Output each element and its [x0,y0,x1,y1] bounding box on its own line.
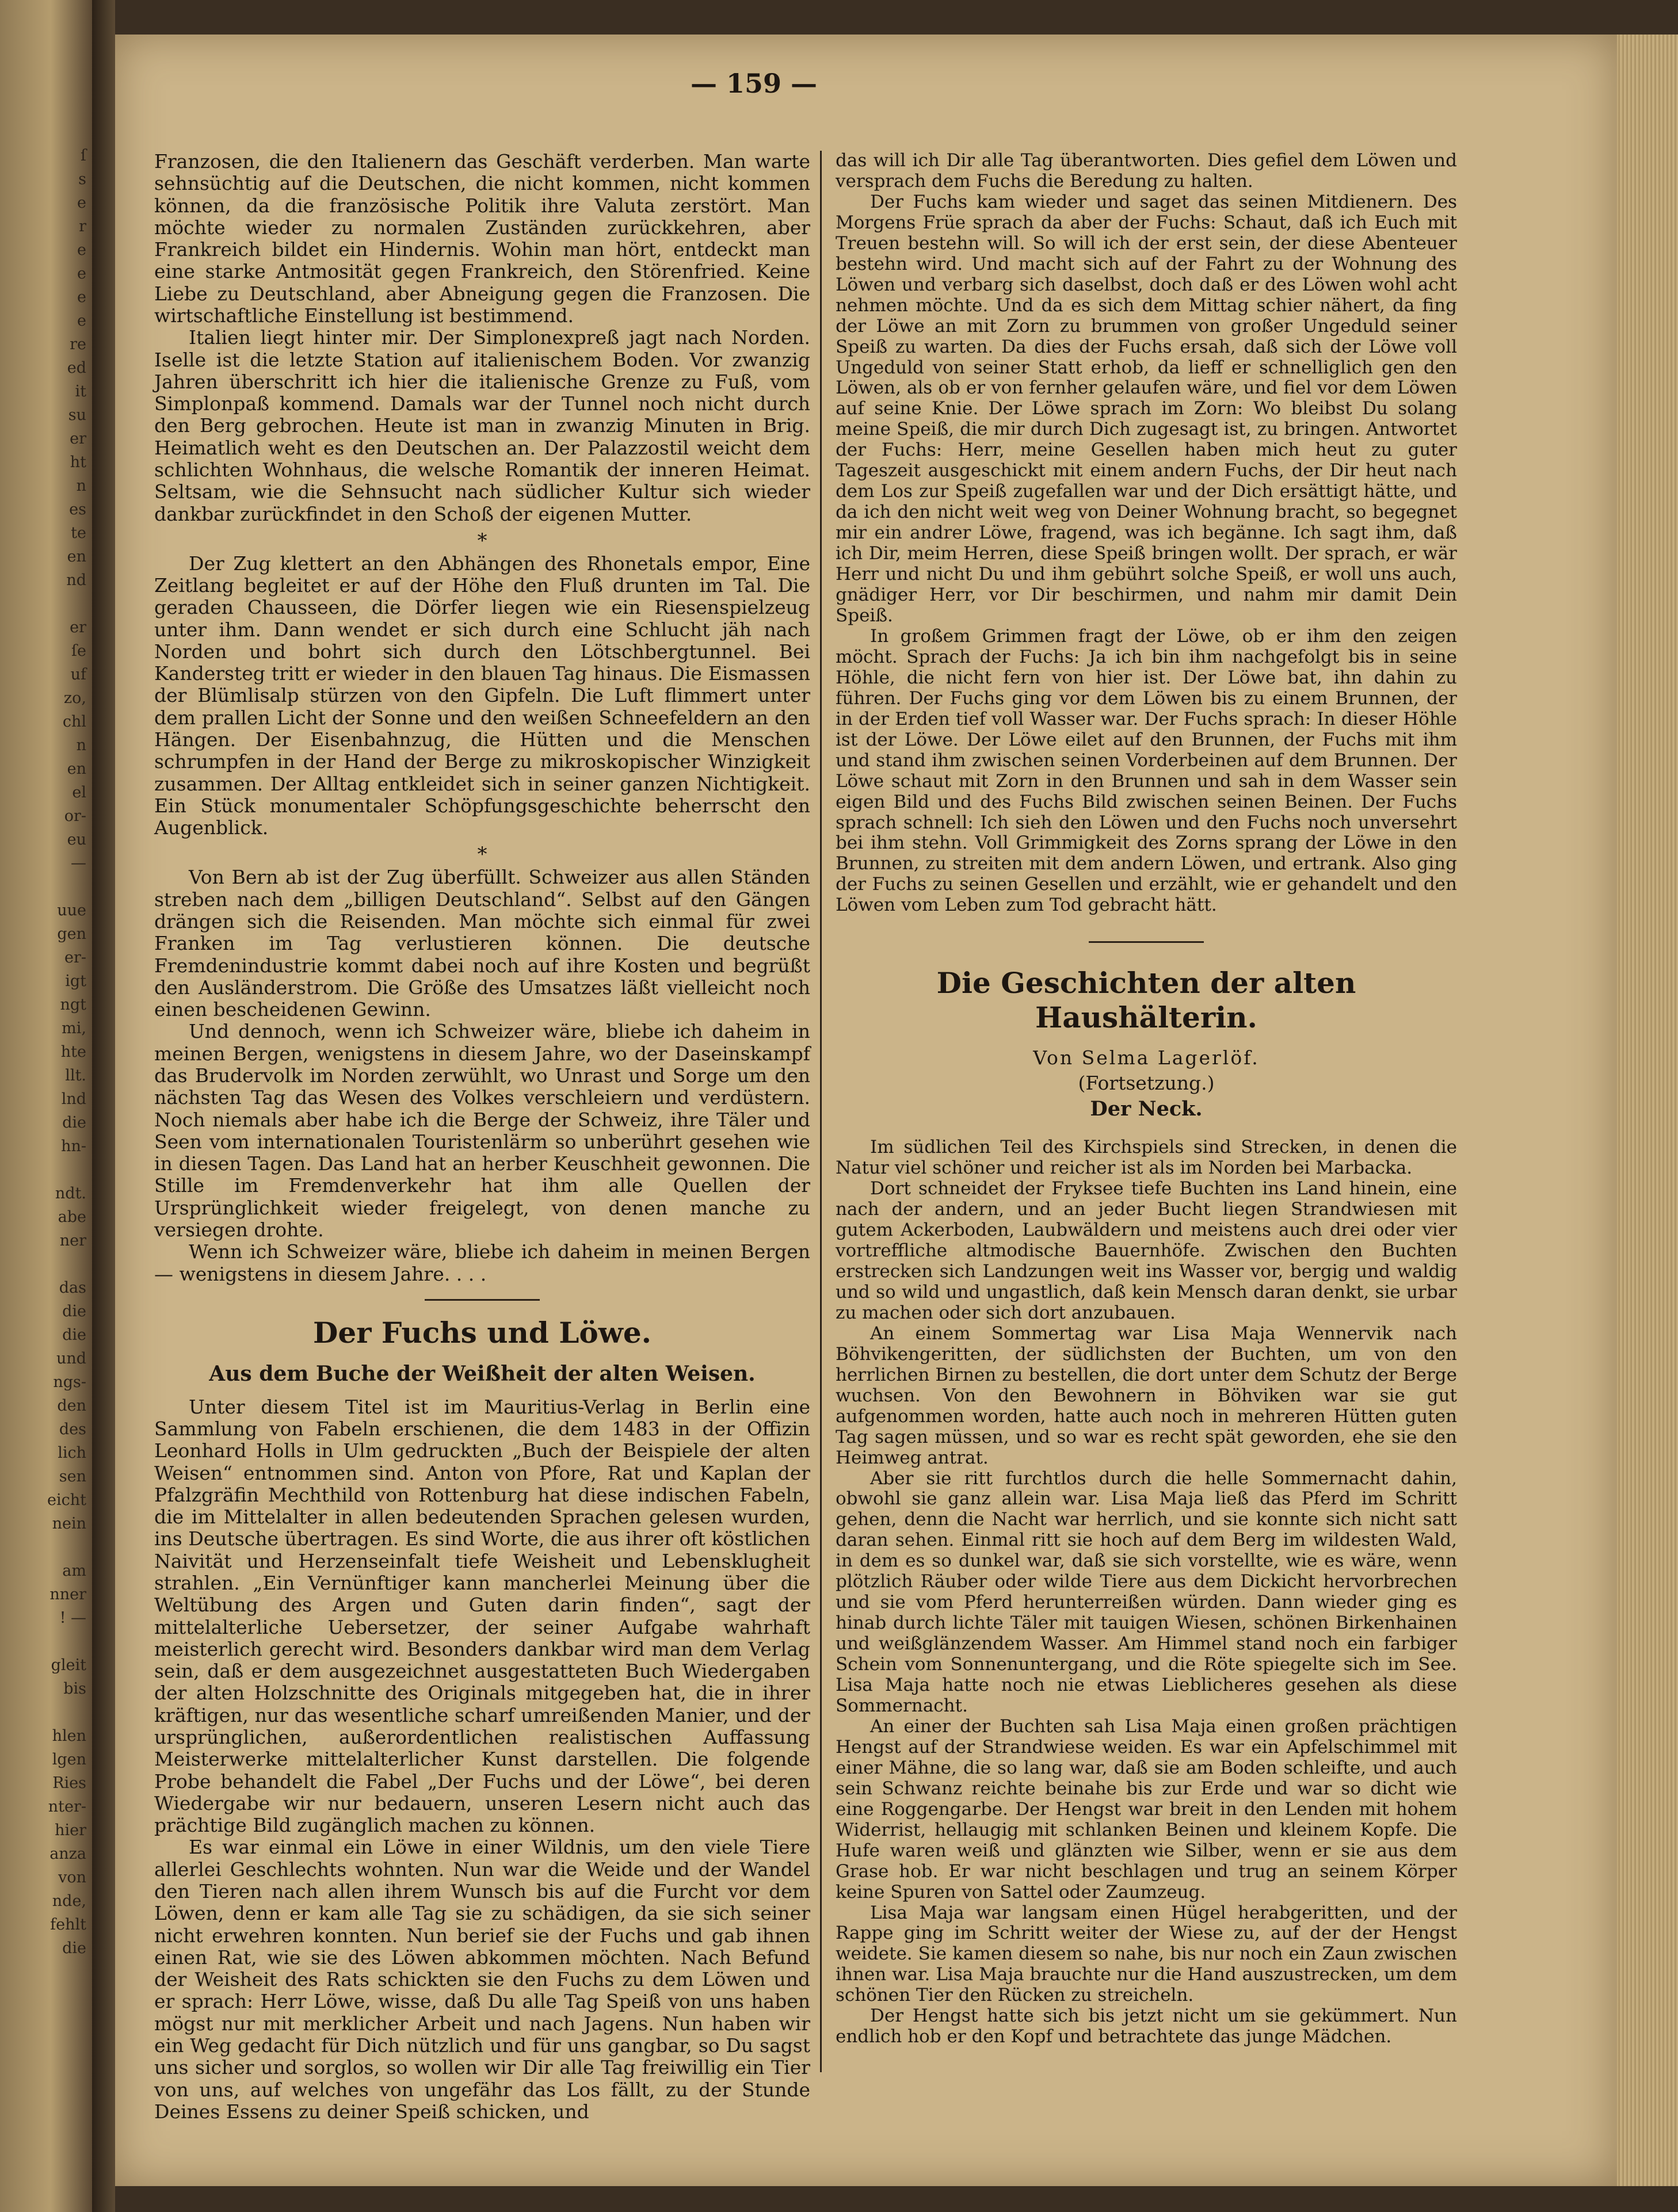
edge-fragment: Ries [52,1774,86,1792]
section-separator: * [477,843,487,866]
paragraph: Italien liegt hinter mir. Der Simplonexpreß jagt nach Norden. Iselle ist die letzte Station auf italienischem Boden. Vor zwanzig Jahren überschritt ich hier die italienische Grenze zu Fuß, vom Simplonpaß kommend. Damals war der Tunnel noch nicht durch den Berg gebrochen. Heute ist man in zwanzig Minuten in Brig. Heimatlich weht es den Deutschen an. Der Palazzostil weicht dem schlichten Wohnhaus, die welsche Romantik der inneren Heimat. Seltsam, wie die Sehnsucht nach südlicher Kultur sich wieder dankbar zurückfindet in den Schoß der eigenen Mutter. [154,326,810,525]
paragraph: An einem Sommertag war Lisa Maja Wennervik nach Böhvikengeritten, der südlichsten der Buchten, um von den herrlichen Birnen zu bestellen, die dort unter dem Schutz der Berge wuchsen. Von den Bewohnern in Böhviken war sie gut aufgenommen worden, hatte auch noch in mehreren Hütten guten Tag sagen müssen, und so war es recht spät geworden, ehe sie den Heimweg antrat. [836,1323,1457,1468]
page-number: — 159 — [690,68,818,99]
paragraph: In großem Grimmen fragt der Löwe, ob er ihm den zeigen möcht. Sprach der Fuchs: Ja ich bin ihm nachgefolgt bis in seine Höhle, die nicht fern von hier ist. Der Löwe bat, ihn dahin zu führen. Der Fuchs ging vor dem Löwen bis zu einem Brunnen, der in der Erden tief voll Wasser war. Der Fuchs sprach: In dieser Höhle ist der Löwe. Der Löwe eilet auf den Brunnen, der Fuchs mit ihm und stand ihm zwischen seinen Vorderbeinen auf dem Brunnen. Der Löwe schaut mit Zorn in den Brunnen und sah in dem Wasser sein eigen Bild und des Fuchs Bild zwischen seinen Beinen. Der Fuchs sprach schnell: Ich sieh den Löwen und den Fuchs noch unversehrt bei ihm stehn. Voll Grimmigkeit des Zorns sprang der Löwe in den Brunnen, zu streiten mit dem andern Löwen, und ertrank. Also ging der Fuchs zu seinen Gesellen und erzählt, wie er gehandelt und den Löwen vom Leben zum Tod gebracht hätt. [836,625,1457,916]
edge-fragment: e [77,265,86,282]
paragraph: An einer der Buchten sah Lisa Maja einen großen prächtigen Hengst auf der Strandwiese weiden. Es war ein Apfelschimmel mit einer Mähne, die so lang war, daß sie am Boden schleifte, und auch sein Schwanz reichte beinahe bis zur Erde und war so dicht wie eine Roggengarbe. Der Hengst war breit in den Lenden mit hohem Widerrist, hellaugig mit schlanken Beinen und kleinem Kopfe. Die Hufe waren weiß und glänzten wie Silber, wenn er sie aus dem Grase hob. Er war nicht beschlagen und trug an seinem Körper keine Spuren von Sattel oder Zaumzeug. [836,1716,1457,1902]
edge-fragment: n [76,736,86,754]
edge-fragment: lgen [52,1751,86,1768]
edge-fragment: or- [64,807,86,825]
edge-fragment: en [67,760,86,778]
fable-continuation [836,151,1457,916]
edge-fragment: mi, [62,1019,86,1037]
edge-fragment: eu [67,831,86,849]
edge-fragment: it [75,383,86,400]
edge-fragment: die [62,1326,86,1344]
edge-fragment: ed [67,359,86,377]
edge-fragment: re [70,335,86,353]
edge-fragment [0,1535,92,1559]
edge-fragment: die [62,1939,86,1957]
edge-fragment: ngt [60,996,86,1014]
edge-fragment [0,1252,92,1276]
book-gutter [92,0,115,2212]
edge-fragment: nner [49,1586,86,1603]
paragraph: Der Zug klettert an den Abhängen des Rhonetals empor, Eine Zeitlang begleitet er auf der Höhe den Fluß drunten im Tal. Die geraden Chausseen, die Dörfer liegen wie ein Riesenspielzeug unter ihm. Dann wendet er sich durch eine Schlucht jäh nach Norden und bohrt sich durch den Lötschbergtunnel. Bei Kandersteg tritt er wieder in den blauen Tag hinaus. Die Eismassen der Blümlisalp stürzen von den Gipfeln. Die Luft flimmert unter dem prallen Licht der Sonne und den weißen Schneefeldern an den Hängen. Der Eisenbahnzug, die Hütten und die Menschen schrumpfen in der Hand der Berge zu mikroskopischer Winzigkeit zusammen. Der Alltag entkleidet sich in seiner ganzen Nichtigkeit. Ein Stück monumentaler Schöpfungsgeschichte beherrscht den Augenblick. [154,552,810,839]
edge-fragment: e [77,194,86,212]
chapter-title: Der Neck. [1090,1097,1203,1121]
edge-fragment: lnd [61,1090,86,1108]
edge-fragment: fehlt [50,1916,86,1934]
paragraph: das will ich Dir alle Tag überantworten. Dies gefiel dem Löwen und versprach dem Fuchs die Beredung zu halten. [836,150,1457,192]
edge-fragment [0,1630,92,1653]
travel-text-part2 [154,553,810,839]
paragraph: Der Fuchs kam wieder und saget das seinen Mitdienern. Des Morgens Früe sprach da aber der Fuchs: Schaut, daß ich Euch mit Treuen bestehn will. So will ich der erst sein, der diese Abenteuer bestehn wird. Und macht sich auf der Fahrt zu der Wohnung des Löwen und verbarg sich daselbst, doch daß er des Löwen wohl acht nehmen möchte. Und da es sich dem Mittag schier nähert, da fing der Löwe an mit Zorn zu brummen von großer Ungeduld seiner Speiß zu warten. Da dies der Fuchs ersah, daß sich der Löwe voll Ungeduld von seiner Statt erhob, da lieff er schnelliglich gen den Löwen, als ob er von fernher gelaufen wäre, und fiel vor dem Löwen auf seine Knie. Der Löwe sprach im Zorn: Wo bleibst Du solang meine Speiß, die mir durch Dich zugesagt ist, zu bringen. Antwortet der Fuchs: Herr, meine Gesellen haben mich heut zu guter Tageszeit ausgeschickt mit einem andern Fuchs, der Dir heut nach dem Los zur Speiß zugefallen war und der Dich ersättigt hätte, und da ich den nicht weit weg von Deiner Wohnung bracht, so begegnet mir ein andrer Löwe, fragend, was ich begänne. Ich sagt ihm, daß ich Dir, meim Herren, diese Speiß bringen wollt. Der sprach, er wär Herr und nicht Du und ihm gebührt solche Speiß, er woll uns auch, gnädiger Herr, vor Dir beschirmen, und nahm mir damit Dein Speiß. [836,191,1457,626]
travel-text-part3 [154,866,810,1285]
edge-fragment: n [76,477,86,495]
edge-fragment: hn- [61,1137,86,1155]
travel-text-part1 [154,151,810,525]
edge-fragment: am [62,1562,86,1580]
paragraph: Aber sie ritt furchtlos durch die helle Sommernacht dahin, obwohl sie ganz allein war. Lisa Maja ließ das Pferd im Schritt gehen, denn die Nacht war herrlich, und sie konnte sich nicht satt daran sehen. Einmal ritt sie hoch auf dem Berg im wildesten Wald, in dem es so dunkel war, daß sie sich vorstellte, wie es wäre, wenn plötzlich Räuber oder wilde Tiere aus dem Dickicht hervorbrechen und sie vom Pferd herunterreißen würden. Dann wieder ging es hinab durch lichte Täler mit tauigen Wiesen, schönen Birkenhainen und weißglänzendem Wasser. Am Himmel stand noch ein farbiger Schein vom Sonnenuntergang, und die Röte spiegelte sich im See. Lisa Maja hatte noch nie etwas Lieblicheres gesehen als diese Sommernacht. [836,1468,1457,1716]
edge-fragment: das [59,1279,86,1297]
article-title-haushaelterin: Die Geschichten der alten Haushälterin. [936,966,1356,1035]
paragraph: Wenn ich Schweizer wäre, bliebe ich daheim in meinen Bergen — wenigstens in diesem Jahre. . . . [154,1240,810,1285]
edge-fragment: uf [70,666,86,683]
edge-fragment: el [72,784,86,801]
article-subtitle-fuchs: Aus dem Buche der Weißheit der alten Weisen. [209,1361,756,1386]
edge-fragment: hte [60,1043,86,1061]
paragraph: Und dennoch, wenn ich Schweizer wäre, bliebe ich daheim in meinen Bergen, wenigstens in diesem Jahre, wo der Daseinskampf das Brudervolk im Norden zerwühlt, wo Unrast und Sorge um den nächsten Tag das Wesen des Volkes verschleiern und verdüstern. Noch niemals aber habe ich die Berge der Schweiz, ihre Täler und Seen vom internationalen Touristenlärm so unberührt gesehen wie in diesen Tagen. Das Land hat an herber Keuschheit gewonnen. Die Stille im Fremdenverkehr hat ihm alle Quellen der Ursprünglichkeit wieder freigelegt, von denen manche zu versiegen drohte. [154,1020,810,1241]
edge-fragment: nter- [48,1798,86,1816]
edge-fragment: zo, [63,689,86,707]
edge-fragment: die [62,1114,86,1132]
edge-fragment: igt [65,972,86,990]
paragraph: Es war einmal ein Löwe in einer Wildnis, um den viele Tiere allerlei Geschlechts wohnten. Nun war die Weide und der Wandel den Tieren nach allen ihrem Wunsch bis auf die Furcht vor dem Löwen, denn er kam alle Tag sie zu schädigen, da sie sich seiner nicht erwehren konnten. Nun berief sie der Fuchs und gab ihnen einen Rat, wie sie des Löwen abkommen möchten. Nach Befund der Weisheit des Rats schickten sie den Fuchs zu dem Löwen und er sprach: Herr Löwe, wisse, daß Du alle Tag Speiß von uns haben mögst nur mit merklicher Arbeit und nach Jagens. Nun haben wir ein Weg gedacht für Dich nützlich und für uns gangbar, so Du sagst uns sicher und sorglos, so wollen wir Dir alle Tag freiwillig ein Tier von uns, auf welches von ungefähr das Los fällt, zu der Stunde Deines Essens zu deiner Speiß schicken, und [154,1836,810,2123]
edge-fragment: ſe [71,642,86,660]
edge-fragment: ſ [81,147,86,165]
article-author: Von Selma Lagerlöf. [1033,1046,1260,1069]
article-continued-label: (Fortsetzung.) [1078,1072,1215,1095]
paragraph: Im südlichen Teil des Kirchspiels sind Strecken, in denen die Natur viel schöner und reicher ist als im Norden bei Marbacka. [836,1137,1457,1179]
edge-fragment: sen [59,1468,86,1485]
edge-fragment: und [56,1350,86,1367]
edge-fragment: es [69,501,86,518]
edge-fragment: er- [64,949,86,966]
edge-fragment: hier [55,1821,86,1839]
paragraph: Lisa Maja war langsam einen Hügel herabgeritten, und der Rappe ging im Schritt weiter der Wiese zu, auf der der Hengst weidete. Sie kamen diesem so nahe, bis nur noch ein Zaun zwischen ihnen war. Lisa Maja brauchte nur die Hand auszustrecken, um dem schönen Tier den Rücken zu streicheln. [836,1902,1457,2006]
edge-fragment [0,875,92,899]
edge-fragment: su [68,406,86,424]
edge-fragment: e [77,312,86,330]
edge-fragment: r [79,217,86,235]
edge-fragment: nde, [52,1892,86,1910]
edge-fragment: von [58,1869,86,1886]
edge-fragment: — [71,854,86,872]
edge-fragment: hlen [52,1727,86,1745]
edge-fragment: ner [59,1232,86,1250]
paragraph: Von Bern ab ist der Zug überfüllt. Schweizer aus allen Ständen streben nach dem „billigen Deutschland“. Selbst auf den Gängen drängen sich die Reisenden. Man möchte sich einmal für zwei Franken im Tag verlustieren können. Die deutsche Fremdenindustrie kommt dabei noch auf ihre Kosten und begrüßt den Ausländerstrom. Die Größe des Umsatzes läßt vielleicht noch einen bescheidenen Gewinn. [154,866,810,1021]
article-divider [1089,941,1204,943]
column-divider [820,151,822,2072]
article-body-haushaelterin [836,1137,1457,2047]
edge-fragment: llt. [65,1067,86,1084]
previous-page-fragments [0,0,92,1960]
edge-fragment: er [70,618,86,636]
edge-fragment: nein [52,1515,86,1533]
edge-fragment [0,1158,92,1182]
edge-fragment: bis [63,1680,86,1698]
edge-fragment [0,1701,92,1724]
article-divider [425,1299,540,1301]
edge-fragment: die [62,1302,86,1320]
edge-fragment: ngs- [53,1373,86,1391]
edge-fragment: e [77,288,86,306]
article-title-fuchs: Der Fuchs und Löwe. [312,1315,652,1350]
edge-fragment: des [59,1420,86,1438]
edge-fragment: den [57,1397,86,1415]
page-stack-edge [1617,35,1678,2186]
edge-fragment [0,592,92,616]
paragraph: Franzosen, die den Italienern das Geschäft verderben. Man warte sehnsüchtig auf die Deutschen, die nicht kommen, nicht kommen können, da die französische Politik ihre Valuta zerstört. Man möchte wieder zu normalen Zuständen zurückkehren, aber Frankreich bildet ein Hindernis. Wohin man hört, entdeckt man eine starke Antmosität gegen Frankreich, den Störenfried. Keine Liebe zu Deutschland, aber Abneigung gegen die Franzosen. Die wirtschaftliche Einstellung ist bestimmend. [154,150,810,327]
paragraph: Dort schneidet der Fryksee tiefe Buchten ins Land hinein, eine nach der andern, und an jeder Bucht liegen Strandwiesen mit gutem Ackerboden, Laubwäldern und meistens auch drei oder vier vortreffliche altmodische Bauernhöfe. Zwischen den Buchten erstrecken sich Landzungen weit ins Wasser vor, bergig und waldig und so wild und ungastlich, daß kein Mensch daran denkt, sie urbar zu machen oder sich dort anzubauen. [836,1178,1457,1323]
paragraph: Der Hengst hatte sich bis jetzt nicht um sie gekümmert. Nun endlich hob er den Kopf und betrachtete das junge Mädchen. [836,2005,1457,2047]
article-body-fuchs [154,1396,810,2123]
edge-fragment: gen [57,925,86,943]
right-column [836,151,1457,2047]
edge-fragment: ! — [59,1609,86,1627]
edge-fragment: en [67,548,86,566]
section-separator: * [477,529,487,552]
edge-fragment: gleit [51,1656,86,1674]
edge-fragment: abe [58,1208,86,1226]
edge-fragment: ndt. [55,1185,86,1202]
edge-fragment: nd [66,571,86,589]
edge-fragment: te [71,524,86,542]
edge-fragment: anza [49,1845,86,1863]
edge-fragment: s [78,170,86,188]
edge-fragment: er [70,430,86,448]
edge-fragment: uue [57,901,86,919]
edge-fragment: ht [70,453,86,471]
edge-fragment: e [77,241,86,259]
edge-fragment: lich [58,1444,86,1462]
paragraph: Unter diesem Titel ist im Mauritius-Verlag in Berlin eine Sammlung von Fabeln erschienen, die dem 1483 in der Offizin Leonhard Holls in Ulm gedruckten „Buch der Beispiele der alten Weisen“ entnommen sind. Anton von Pfore, Rat und Kaplan der Pfalzgräfin Mechthild von Rottenburg hat diese indischen Fabeln, die im Mittelalter in allen bedeutenden Sprachen gelesen wurden, ins Deutsche übertragen. Es sind Worte, die aus ihrer oft köstlichen Naivität und Herzenseinfalt tiefe Weisheit und Lebensklugheit strahlen. „Ein Vernünftiger kann mancherlei Meinung über die Weltübung des Argen und Guten darin finden“, sagt der mittelalterliche Uebersetzer, der seiner Aufgabe wahrhaft meisterlich gerecht wird. Besonders dankbar wird man dem Verlag sein, daß er dem ausgezeichnet ausgestatteten Buch Wiedergaben der alten Holzschnitte des Originals mitgegeben hat, die in ihrer kräftigen, nur das wesentliche scharf umreißenden Manier, und der ursprünglichen, außerordentlichen realistischen Auffassung Meisterwerke mittelalterlicher Kunst darstellen. Die folgende Probe behandelt die Fabel „Der Fuchs und der Löwe“, bei deren Wiedergabe wir nur bedauern, unseren Lesern nicht auch das prächtige Bild zugänglich machen zu können. [154,1395,810,1837]
previous-page-edge [0,0,92,2212]
left-column [154,151,810,2123]
edge-fragment: eicht [47,1491,86,1509]
edge-fragment: chl [62,713,86,731]
